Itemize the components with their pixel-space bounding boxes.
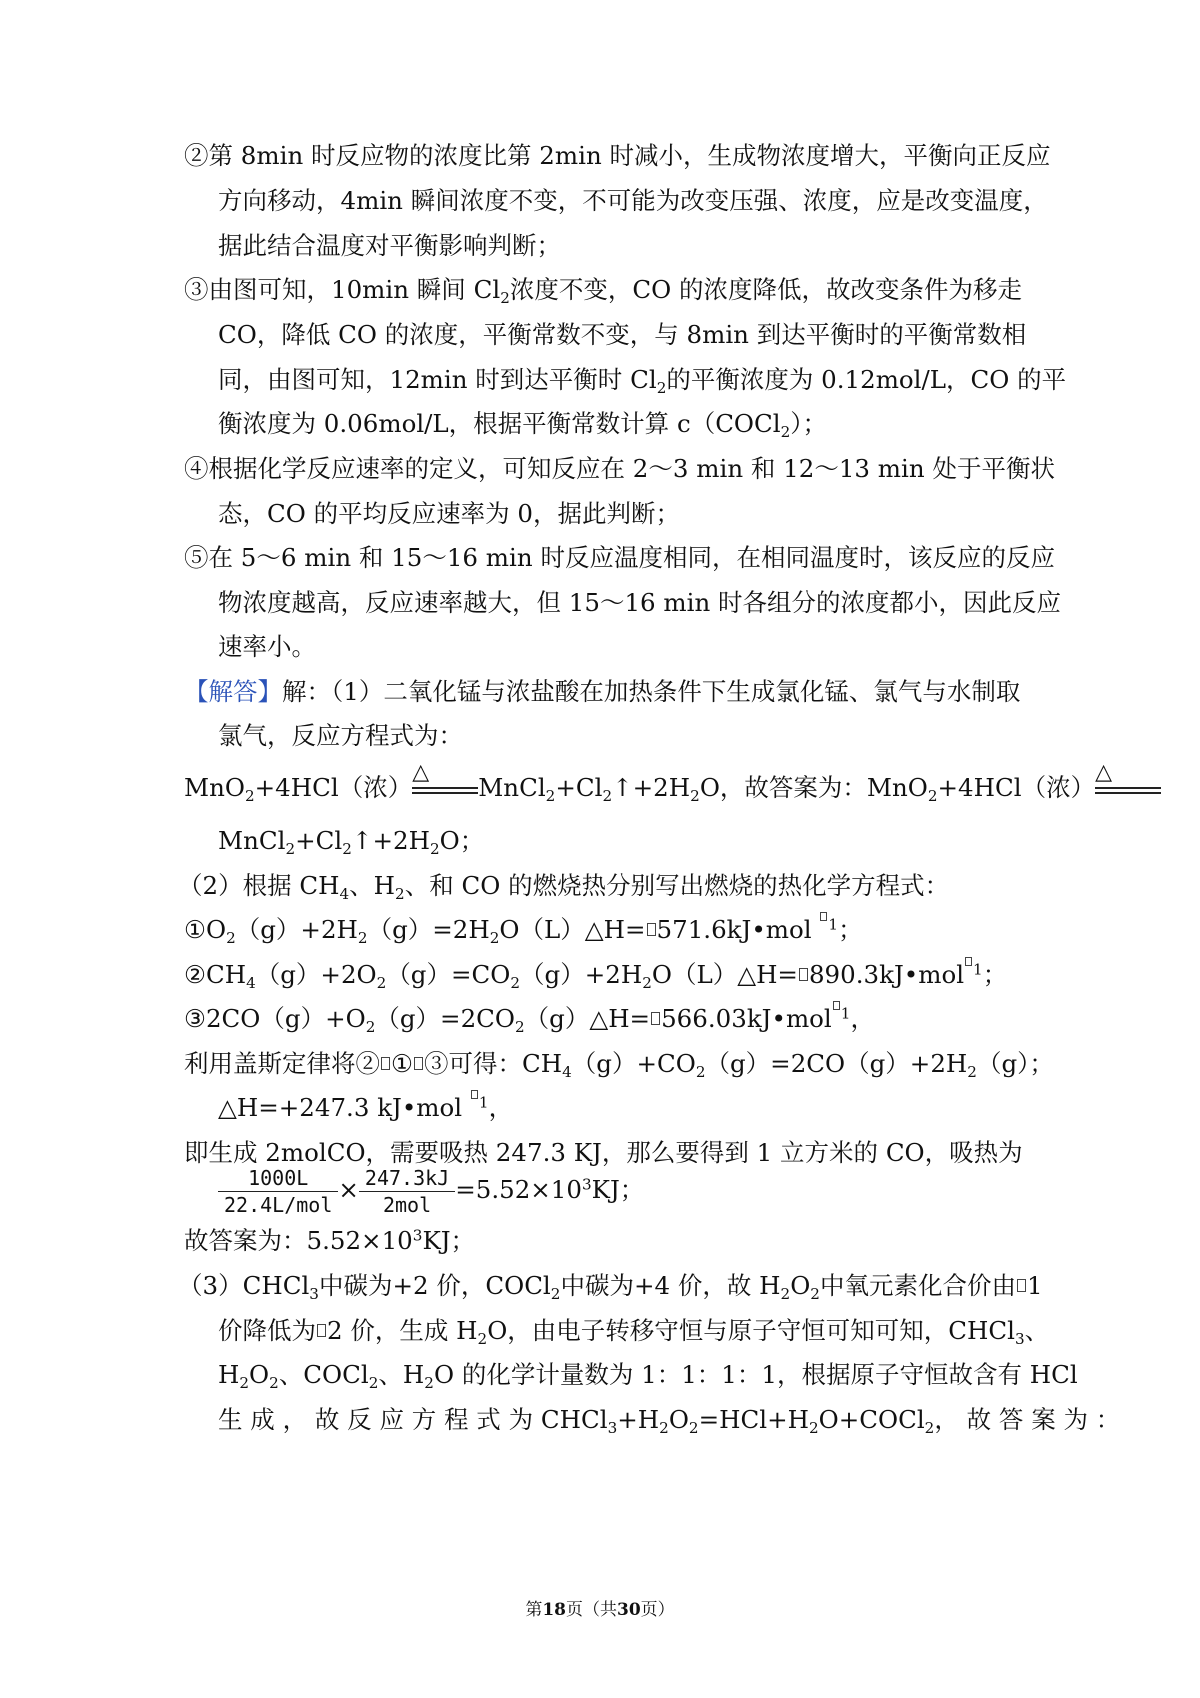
answer-tag: 【解答】 — [184, 677, 282, 706]
text-line: （3）CHCl$_3$中碳为+2 价，COCl$_2$中碳为+4 价，故 $H_2O_2$中氧元素化合价由 1 — [178, 1271, 1043, 1303]
missing-glyph-box — [414, 1057, 423, 1070]
text-line: 方向移动，4min 瞬间浓度不变，不可能为改变压强、浓度，应是改变温度， — [218, 186, 1048, 215]
text-line: 氯气，反应方程式为： — [218, 721, 463, 750]
text-line: 据此结合温度对平衡影响判断； — [218, 231, 561, 260]
page-number-footer: 第18页（共30页） — [525, 1600, 675, 1620]
text-line: $H_2O_2$、COCl$_2$、$H_2O$ 的化学计量数为 1：1：1：1，根据原子守恒故含有 HCl — [218, 1360, 1078, 1392]
text-line: 态，CO 的平均反应速率为 0，据此判断； — [218, 499, 680, 528]
missing-glyph-box — [833, 1001, 840, 1010]
missing-glyph-box — [381, 1057, 390, 1070]
text-line: ④根据化学反应速率的定义，可知反应在 2～3 min 和 12～13 min 处于平衡状 — [184, 454, 1055, 483]
equation-line: $MnCl_2+Cl_2↑+2H_2O$； — [218, 826, 485, 858]
text-line: ②第 8min 时反应物的浓度比第 2min 时减小，生成物浓度增大，平衡向正反应 — [184, 141, 1051, 170]
fraction: $\frac{247.3kJ}{\text{2mol}}$ — [359, 1165, 455, 1218]
text-line: （2）根据 $CH_4$、$H_2$、和 CO 的燃烧热分别写出燃烧的热化学方程式： — [178, 871, 950, 903]
text-line: 即生成 2molCO，需要吸热 247.3 KJ，那么要得到 1 立方米的 CO，吸热为 — [184, 1138, 1023, 1167]
missing-glyph-box — [965, 957, 972, 966]
equation-line: $②CH_4(g)+2O_2(g)=CO_2(g)+2H_2O(L)\triangle H=$ 890.3kJ•mol $^1$； — [184, 955, 1007, 995]
equation-line: $③2CO(g)+O_2(g)=2CO_2(g)\triangle H=$ 566.03kJ•mol $^1$， — [184, 999, 875, 1039]
text-line: CO，降低 CO 的浓度，平衡常数不变，与 8min 到达平衡时的平衡常数相 — [218, 320, 1027, 349]
equation-line: △H=+247.3 kJ•mol $^1$， — [218, 1088, 513, 1128]
text-line: 利用盖斯定律将② ① ③可得：$CH_4(g)+CO_2(g)=2CO(g)+2H_2(g)$； — [184, 1049, 1054, 1081]
text-line: 价降低为 2 价，生成 $H_2O$，由电子转移守恒与原子守恒可知可知，CHCl$_3$、 — [218, 1316, 1050, 1348]
text-line: ⑤在 5～6 min 和 15～16 min 时反应温度相同，在相同温度时，该反应的反应 — [184, 543, 1055, 572]
fraction-expression: $\frac{1000L}{\text{22.4L/mol}}$ × $\frac{247.3kJ}{\text{2mol}}$ $=5.52\times 10^3KJ$； — [218, 1160, 644, 1220]
missing-glyph-box — [651, 1012, 660, 1025]
answer-heading: 【解答】解：（1）二氧化锰与浓盐酸在加热条件下生成氯化锰、氯气与水制取 — [184, 677, 1021, 706]
equation-line: $①O_2(g)+2H_2(g)=2H_2O(L)\triangle H=$ 571.6kJ•mol $^1$； — [184, 910, 863, 950]
heating-condition-sign: △ — [412, 768, 478, 798]
missing-glyph-box — [647, 923, 656, 936]
fraction: $\frac{1000L}{\text{22.4L/mol}}$ — [218, 1165, 338, 1218]
text-line: 故答案为：$5.52\times 10^3KJ$； — [184, 1226, 476, 1255]
text-line: ③由图可知，10min 瞬间 $Cl_2$浓度不变，CO 的浓度降低，故改变条件为移走 — [184, 275, 1022, 307]
missing-glyph-box — [799, 968, 808, 981]
text-line: 同，由图可知，12min 时到达平衡时 $Cl_2$的平衡浓度为 0.12mol/L，CO 的平 — [218, 365, 1067, 397]
text-line: 衡浓度为 0.06mol/L，根据平衡常数计算 c（COCl$_2$）； — [218, 409, 828, 441]
text-line: 速率小。 — [218, 632, 316, 661]
missing-glyph-box — [820, 912, 827, 921]
missing-glyph-box — [317, 1324, 326, 1337]
missing-glyph-box — [1017, 1279, 1026, 1292]
heating-condition-sign: △ — [1095, 768, 1161, 798]
text-line: 物浓度越高，反应速率越大，但 15～16 min 时各组分的浓度都小，因此反应 — [218, 588, 1062, 617]
missing-glyph-box — [471, 1090, 478, 1099]
equation-line: MnO$_2$+4HCl（浓） △ $MnCl_2+Cl_2↑+2H_2O$，故答案为：MnO$_2$+4HCl（浓） △ — [184, 768, 1020, 808]
text-line: 生 成 ， 故 反 应 方 程 式 为 $CHCl_3+H_2O_2=HCl+H_2O+COCl_2$， 故 答 案 为 ： — [218, 1405, 1121, 1437]
